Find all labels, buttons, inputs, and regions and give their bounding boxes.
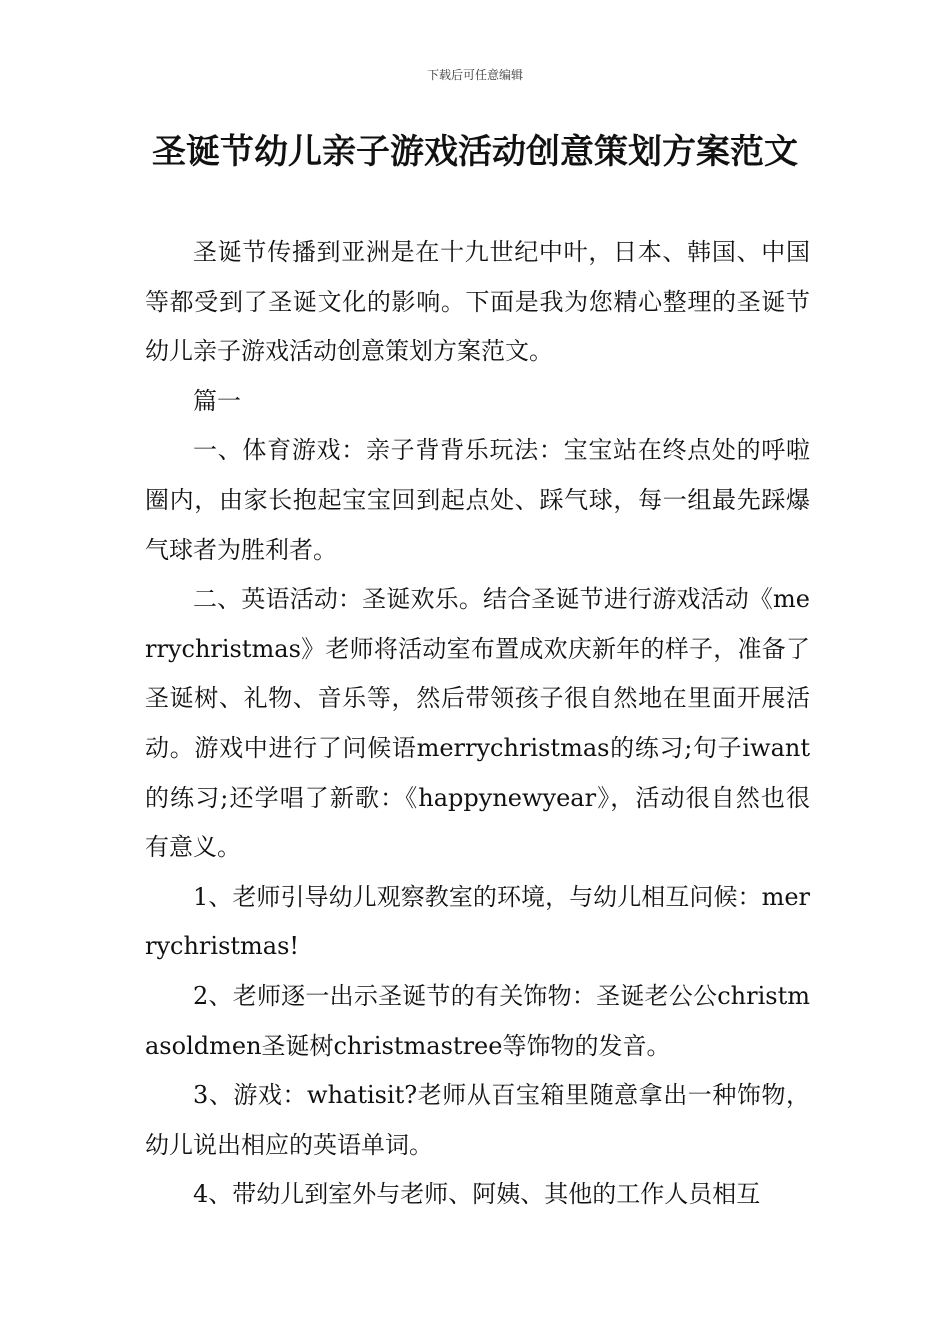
document-title: 圣诞节幼儿亲子游戏活动创意策划方案范文 bbox=[152, 132, 798, 172]
paragraph-step-4: 4、带幼儿到室外与老师、阿姨、其他的工作人员相互 bbox=[193, 1180, 761, 1209]
paragraph-step-3: 3、游戏：whatisit?老师从百宝箱里随意拿出一种饰物，幼儿说出相应的英语单词。 bbox=[145, 1081, 810, 1159]
paragraph-section-heading: 篇一 bbox=[193, 386, 241, 415]
paragraph-intro: 圣诞节传播到亚洲是在十九世纪中叶，日本、韩国、中国等都受到了圣诞文化的影响。下面是我为您精心整理的圣诞节幼儿亲子游戏活动创意策划方案范文。 bbox=[145, 238, 810, 366]
document-body bbox=[145, 228, 810, 1220]
header-note: 下载后可任意编辑 bbox=[426, 68, 523, 82]
paragraph-english-activity: 二、英语活动：圣诞欢乐。结合圣诞节进行游戏活动《merrychristmas》老师将活动室布置成欢庆新年的样子，准备了圣诞树、礼物、音乐等，然后带领孩子很自然地在里面开展活动。游戏中进行了问候语merrychristmas的练习;句子iwant的练习;还学唱了新歌：《happynewyear》，活动很自然也很有意义。 bbox=[145, 585, 810, 862]
paragraph-step-2: 2、老师逐一出示圣诞节的有关饰物：圣诞老公公christmasoldmen圣诞树christmastree等饰物的发音。 bbox=[145, 981, 810, 1060]
paragraph-step-1: 1、老师引导幼儿观察教室的环境，与幼儿相互问候：merrychristmas! bbox=[145, 882, 810, 961]
paragraph-sports-game: 一、体育游戏：亲子背背乐玩法：宝宝站在终点处的呼啦圈内，由家长抱起宝宝回到起点处、踩气球，每一组最先踩爆气球者为胜利者。 bbox=[145, 436, 810, 564]
